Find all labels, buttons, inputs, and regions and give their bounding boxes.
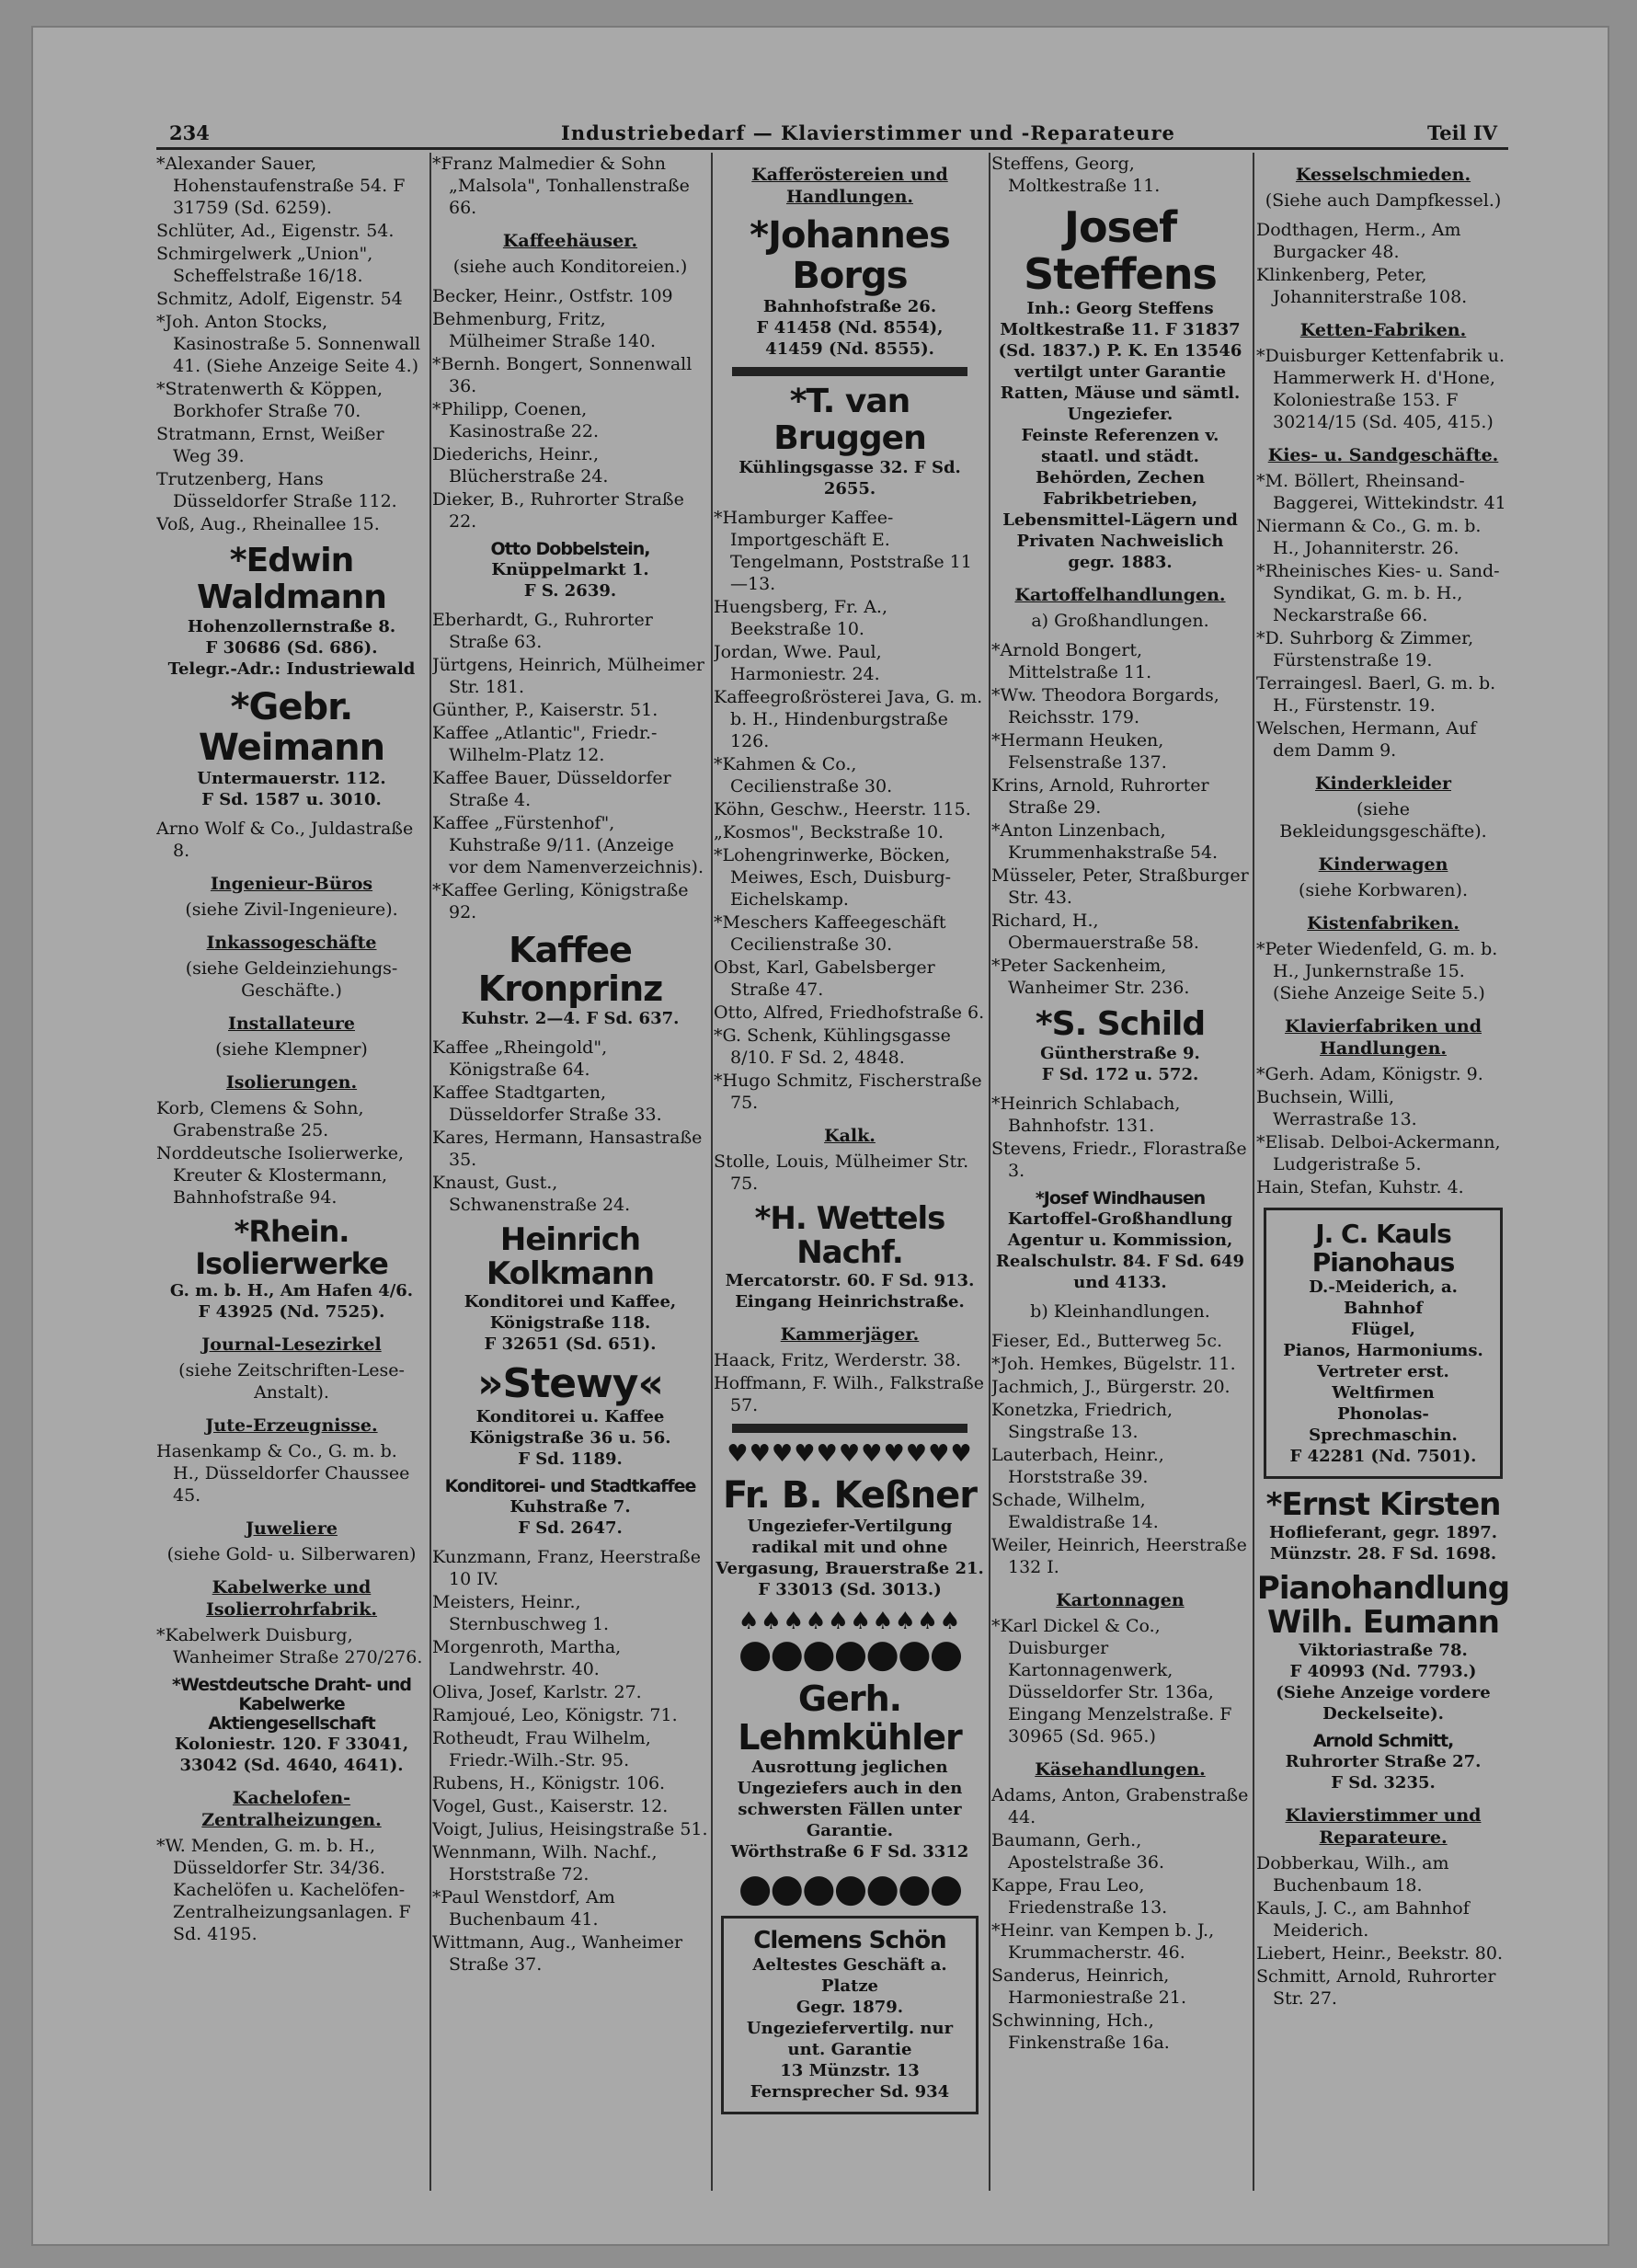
directory-entry: Stevens, Friedr., Florastraße 3. [991, 1139, 1247, 1181]
directory-entry: Sanderus, Heinrich, Harmoniestraße 21. [991, 1965, 1186, 2008]
advertisement-line: F 42281 (Nd. 7501). [1289, 1447, 1477, 1466]
directory-entry: Rubens, H., Königstr. 106. [432, 1773, 666, 1793]
directory-entry: Müsseler, Peter, Straßburger Str. 43. [991, 865, 1249, 908]
advertiser-name: *T. van Bruggen [773, 383, 926, 457]
advertisement-line: Pianos, Harmoniums. [1283, 1341, 1483, 1360]
directory-entry: Schade, Wilhelm, Ewaldistraße 14. [991, 1490, 1159, 1532]
directory-entry: Köhn, Geschw., Heerstr. 115. [714, 799, 971, 819]
directory-entry: Lauterbach, Heinr., Horststraße 39. [991, 1445, 1164, 1487]
advertisement [1256, 1572, 1510, 1724]
section-heading: Installateure [227, 1014, 355, 1034]
cross-reference: b) Kleinhandlungen. [1030, 1301, 1210, 1322]
ornament-border: ♠♠♠♠♠♠♠♠♠♠ [738, 1608, 962, 1635]
directory-entry: Diederichs, Heinr., Blücherstraße 24. [432, 444, 609, 487]
directory-entry: Arno Wolf & Co., Juldastraße 8. [156, 819, 414, 861]
boxed-advertisement [1264, 1208, 1503, 1479]
directory-entry: Richard, H., Obermauerstraße 58. [991, 911, 1199, 953]
directory-entry: Klinkenberg, Peter, Johanniterstraße 108. [1256, 265, 1468, 307]
advertiser-name: *Johannes Borgs [750, 214, 950, 297]
advertisement [991, 1006, 1249, 1085]
directory-entry: Niermann & Co., G. m. b. H., Johanniterstr. 26. [1256, 516, 1482, 558]
directory-entry: Wittmann, Aug., Wanheimer Straße 37. [432, 1932, 683, 1975]
advertisement-line: F 41458 (Nd. 8554), [756, 318, 944, 338]
cross-reference: (siehe Zivil-Ingenieure). [185, 899, 398, 920]
directory-entry: *Hermann Heuken, Felsenstraße 137. [991, 730, 1167, 773]
cross-reference: (siehe Zeitschriften-Lese-Anstalt). [178, 1360, 405, 1403]
advertisement-line: 13 Münzstr. 13 [780, 2061, 920, 2080]
advertisement-line: Mercatorstr. 60. F Sd. 913. [725, 1271, 975, 1290]
advertiser-name: Kaffee Kronprinz [477, 930, 663, 1009]
directory-entry: Haack, Fritz, Werderstr. 38. [714, 1350, 961, 1370]
advertisement-line: F Sd. 1189. [518, 1449, 623, 1469]
directory-entry: *Alexander Sauer, Hohenstaufenstraße 54. F 31759 (Sd. 6259). [156, 154, 406, 218]
directory-entry: *Ww. Theodora Borgards, Reichsstr. 179. [991, 685, 1219, 727]
directory-entry: Kunzmann, Franz, Heerstraße 10 IV. [432, 1547, 701, 1589]
advertiser-name: Arnold Schmitt, [1312, 1731, 1454, 1751]
advertisement [991, 204, 1249, 573]
section-heading: Inkassogeschäfte [206, 933, 377, 953]
advertisement-line: 41459 (Nd. 8555). [765, 339, 934, 359]
section-heading: Kies- u. Sandgeschäfte. [1267, 445, 1499, 465]
boxed-advertisement [721, 1916, 979, 2114]
directory-entry: Kares, Hermann, Hansastraße 35. [432, 1128, 703, 1170]
advertisement-line: F Sd. 172 u. 572. [1041, 1065, 1199, 1084]
ornament-border: ●●●●●●● [738, 1631, 962, 1676]
advertisement-line: Königstraße 118. [489, 1313, 651, 1333]
directory-entry: Terraingesl. Baerl, G. m. b. H., Fürstenstr. 19. [1256, 673, 1496, 716]
directory-entry: Voigt, Julius, Heisingstraße 51. [432, 1819, 708, 1839]
advertiser-name: Konditorei- und Stadtkaffee [444, 1476, 696, 1496]
advertisement [1256, 1488, 1510, 1564]
advertisement-line: Realschulstr. 84. F Sd. 649 und 4133. [995, 1252, 1245, 1292]
column-divider [711, 153, 713, 2191]
directory-entry: *Duisburger Kettenfabrik u. Hammerwerk H. d'Hone, Koloniestraße 153. F 30214/15 (Sd. 405, 415.) [1256, 346, 1505, 432]
directory-entry: *M. Böllert, Rheinsand-Baggerei, Wittekindstr. 41 [1256, 471, 1506, 513]
advertisement [156, 687, 427, 810]
directory-entry: Obst, Karl, Gabelsberger Straße 47. [714, 957, 935, 1000]
advertisement [1256, 1732, 1510, 1793]
section-heading: Kachelofen-Zentralheizungen. [201, 1788, 382, 1830]
directory-entry: *Heinr. van Kempen b. J., Krummacherstr. 46. [991, 1920, 1215, 1963]
advertisement [156, 1216, 427, 1323]
advertisement-line: radikal mit und ohne Vergasung, Brauerstraße 21. [715, 1538, 984, 1578]
advertiser-name: *S. Schild [1035, 1005, 1206, 1043]
directory-entry: *Joh. Anton Stocks, Kasinostraße 5. Sonnenwall 41. (Siehe Anzeige Seite 4.) [156, 312, 421, 376]
directory-entry: Kappe, Frau Leo, Friedenstraße 13. [991, 1875, 1168, 1918]
advertisement-line: Ungeziefer-Vertilgung [747, 1517, 953, 1536]
directory-entry: Huengsberg, Fr. A., Beekstraße 10. [714, 597, 887, 639]
page-header [156, 118, 1508, 150]
directory-entry: Stolle, Louis, Mülheimer Str. 75. [714, 1151, 969, 1194]
directory-entry: *G. Schenk, Kühlingsgasse 8/10. F Sd. 2, 4848. [714, 1025, 951, 1068]
directory-entry: *Kaffee Gerling, Königstraße 92. [432, 880, 689, 922]
directory-entry: Kaffeegroßrösterei Java, G. m. b. H., Hindenburgstraße 126. [714, 687, 983, 751]
column-1 [156, 153, 427, 2191]
directory-entry: *Stratenwerth & Köppen, Borkhofer Straße 70. [156, 379, 383, 421]
advertisement-line: F 43925 (Nd. 7525). [198, 1302, 385, 1322]
directory-entry: Voß, Aug., Rheinallee 15. [156, 514, 380, 534]
advertiser-name: Heinrich Kolkmann [486, 1221, 655, 1292]
ornament-border: ♥♥♥♥♥♥♥♥♥♥♥ [727, 1440, 973, 1468]
section-heading: Kistenfabriken. [1307, 913, 1460, 934]
directory-entry: Kaffee „Atlantic", Friedr.-Wilhelm-Platz 12. [432, 723, 658, 765]
directory-entry: Becker, Heinr., Ostfstr. 109 [432, 286, 673, 306]
advertisement-line: Viktoriastraße 78. [1299, 1641, 1468, 1660]
directory-entry: Baumann, Gerh., Apostelstraße 36. [991, 1830, 1165, 1873]
section-heading: Kartonnagen [1056, 1590, 1185, 1610]
section-heading: Kartoffelhandlungen. [1014, 585, 1226, 605]
directory-entry: Vogel, Gust., Kaiserstr. 12. [432, 1796, 669, 1816]
advertisement-line: F 40993 (Nd. 7793.) [1289, 1662, 1477, 1681]
directory-entry: Stratmann, Ernst, Weißer Weg 39. [156, 424, 384, 466]
section-heading: Kaffeehäuser. [502, 231, 638, 251]
directory-entry: Liebert, Heinr., Beekstr. 80. [1256, 1943, 1504, 1964]
advertisement-line: Knüppelmarkt 1. [491, 560, 649, 579]
cross-reference: (siehe Gold- u. Silberwaren) [166, 1544, 417, 1564]
section-heading: Journal-Lesezirkel [201, 1334, 382, 1355]
advertisement-line: F Sd. 3235. [1331, 1773, 1436, 1793]
section-heading: Kalk. [824, 1126, 876, 1146]
advertiser-name: J. C. Kauls Pianohaus [1311, 1219, 1455, 1277]
advertisement-line: F 32651 (Sd. 651). [484, 1334, 657, 1354]
directory-entry: Krins, Arnold, Ruhrorter Straße 29. [991, 775, 1209, 818]
advertisement-line: F Sd. 2647. [518, 1518, 623, 1538]
advertiser-name: Fr. B. Keßner [722, 1474, 978, 1517]
directory-entry: *W. Menden, G. m. b. H., Düsseldorfer Str. 34/36. Kachelöfen u. Kachelöfen-Zentralheizungsanlagen. F Sd. 4195. [156, 1836, 411, 1944]
directory-entry: Rotheudt, Frau Wilhelm, Friedr.-Wilh.-Str. 95. [432, 1728, 651, 1770]
directory-entry: *Peter Wiedenfeld, G. m. b. H., Junkernstraße 15. (Siehe Anzeige Seite 5.) [1256, 939, 1498, 1003]
decorative-rule [732, 367, 967, 376]
directory-entry: *Arnold Bongert, Mittelstraße 11. [991, 640, 1152, 682]
directory-entry: *Rheinisches Kies- u. Sand-Syndikat, G. m. b. H., Neckarstraße 66. [1256, 561, 1500, 625]
advertisement-line: Untermauerstr. 112. [197, 769, 386, 788]
directory-entry: Konetzka, Friedrich, Singstraße 13. [991, 1400, 1173, 1442]
cross-reference: (siehe auch Konditoreien.) [452, 257, 688, 277]
section-heading: Kabelwerke und Isolierrohrfabrik. [205, 1577, 378, 1620]
advertisement-line: Fernsprecher Sd. 934 [750, 2082, 950, 2102]
advertisement [432, 540, 708, 601]
advertisement [714, 1202, 986, 1312]
directory-entry: *Elisab. Delboi-Ackermann, Ludgeristraße 5. [1256, 1132, 1501, 1174]
directory-entry: Adams, Anton, Grabenstraße 44. [991, 1785, 1249, 1827]
advertiser-name: »Stewy« [477, 1360, 663, 1407]
cross-reference: (siehe Korbwaren). [1299, 880, 1468, 900]
section-heading: Kammerjäger. [780, 1324, 920, 1345]
advertiser-name: Gerh. Lehmkühler [738, 1678, 962, 1758]
decorative-rule [732, 1424, 967, 1433]
advertisement [156, 543, 427, 680]
directory-entry: Jordan, Wwe. Paul, Harmoniestr. 24. [714, 642, 882, 684]
advertisement [432, 931, 708, 1029]
directory-entry: Günther, P., Kaiserstr. 51. [432, 700, 658, 720]
directory-entry: Schmirgelwerk „Union", Scheffelstraße 16/18. [156, 244, 373, 286]
directory-entry: Meisters, Heinr., Sternbuschweg 1. [432, 1592, 610, 1634]
part-label: Teil IV [1427, 121, 1497, 144]
cross-reference: (siehe Klempner) [215, 1039, 368, 1060]
directory-entry: *Heinrich Schlabach, Bahnhofstr. 131. [991, 1094, 1181, 1136]
advertiser-name: *Rhein. Isolierwerke [195, 1214, 388, 1281]
directory-entry: *Joh. Hemkes, Bügelstr. 11. [991, 1354, 1236, 1374]
section-heading: Kafferöstereien und Handlungen. [751, 165, 948, 207]
directory-entry: Kauls, J. C., am Bahnhof Meiderich. [1256, 1898, 1470, 1941]
directory-entry: Morgenroth, Martha, Landwehrstr. 40. [432, 1637, 622, 1679]
directory-entry: Eberhardt, G., Ruhrorter Straße 63. [432, 610, 653, 652]
advertisement-line: Moltkestraße 11. F 31837 (Sd. 1837.) P. K. En 13546 vertilgt unter Garantie Ratten, Mäuse und sämtl. Ungeziefer. [998, 320, 1242, 424]
advertisement-line: Hohenzollernstraße 8. [187, 617, 396, 636]
advertisement-line: Inh.: Georg Steffens [1026, 299, 1214, 318]
cross-reference: a) Großhandlungen. [1031, 611, 1209, 631]
advertisement-line: Königstraße 36 u. 56. [469, 1428, 671, 1448]
directory-entry: *Meschers Kaffeegeschäft Cecilienstraße 30. [714, 912, 946, 955]
directory-entry: Dodthagen, Herm., Am Burgacker 48. [1256, 220, 1461, 262]
advertisement-line: Bahnhofstraße 26. [762, 297, 937, 316]
directory-entry: Hain, Stefan, Kuhstr. 4. [1256, 1177, 1464, 1197]
directory-entry: *Karl Dickel & Co., Duisburger Kartonnagenwerk, Düsseldorfer Str. 136a, Eingang Menzelstraße. F 30965 (Sd. 965.) [991, 1616, 1232, 1747]
directory-entry: Schwinning, Hch., Finkenstraße 16a. [991, 2010, 1170, 2053]
directory-entry: *Kabelwerk Duisburg, Wanheimer Straße 270/276. [156, 1625, 423, 1667]
column-3 [714, 153, 986, 2191]
advertiser-name: Otto Dobbelstein, [490, 539, 650, 559]
directory-entry: Oliva, Josef, Karlstr. 27. [432, 1682, 642, 1702]
advertiser-name: *Josef Windhausen [1035, 1188, 1206, 1208]
directory-entry: Dobberkau, Wilh., am Buchenbaum 18. [1256, 1853, 1449, 1896]
advertiser-name: *Westdeutsche Draht- und Kabelwerke Aktiengesellschaft [172, 1675, 411, 1734]
directory-entry: *Hamburger Kaffee-Importgeschäft E. Tengelmann, Poststraße 11—13. [714, 508, 972, 594]
advertisement-line: (Siehe Anzeige vordere Deckelseite). [1276, 1683, 1491, 1724]
directory-entry: Weiler, Heinrich, Heerstraße 132 I. [991, 1535, 1247, 1577]
column-divider [429, 153, 431, 2191]
running-title: Industriebedarf — Klavierstimmer und -Reparateure [561, 121, 1175, 144]
section-heading: Jute-Erzeugnisse. [205, 1415, 378, 1436]
directory-entry: *Kahmen & Co., Cecilienstraße 30. [714, 754, 893, 796]
advertisement-line: Wörthstraße 6 F Sd. 3312 [730, 1842, 969, 1861]
advertiser-name: Josef Steffens [1024, 202, 1217, 299]
column-2 [432, 153, 708, 2191]
directory-entry: Kaffee Bauer, Düsseldorfer Straße 4. [432, 768, 671, 810]
section-heading: Käsehandlungen. [1035, 1759, 1206, 1780]
advertisement [156, 1676, 427, 1776]
advertisement [714, 215, 986, 360]
advertisement-line: Eingang Heinrichstraße. [735, 1292, 965, 1312]
section-heading: Kinderwagen [1318, 854, 1448, 875]
advertisement [432, 1362, 708, 1470]
advertisement-line: Flügel, [1351, 1320, 1415, 1339]
ornament-border: ●●●●●●● [738, 1865, 962, 1910]
directory-entry: Schmitz, Adolf, Eigenstr. 54 [156, 289, 403, 309]
directory-entry: Kaffee „Rheingold", Königstraße 64. [432, 1037, 608, 1080]
advertiser-name: Clemens Schön [753, 1927, 946, 1954]
directory-entry: Welschen, Hermann, Auf dem Damm 9. [1256, 718, 1477, 761]
directory-entry: Dieker, B., Ruhrorter Straße 22. [432, 489, 684, 532]
advertisement-line: Konditorei u. Kaffee [475, 1407, 665, 1426]
directory-entry: *Gerh. Adam, Königstr. 9. [1256, 1064, 1483, 1084]
directory-entry: Buchsein, Willi, Werrastraße 13. [1256, 1087, 1417, 1129]
section-heading: Klavierfabriken und Handlungen. [1285, 1016, 1482, 1059]
advertiser-name: *Ernst Kirsten [1265, 1486, 1501, 1523]
advertisement [991, 1189, 1249, 1293]
advertisement-line: Hoflieferant, gegr. 1897. [1268, 1523, 1498, 1542]
advertisement-line: F 33013 (Sd. 3013.) [758, 1580, 942, 1599]
advertisement-line: Konditorei und Kaffee, [464, 1292, 677, 1312]
advertisement-line: Gegr. 1879. Ungeziefervertilg. nur unt. Garantie [746, 1998, 954, 2059]
directory-entry: *Peter Sackenheim, Wanheimer Str. 236. [991, 956, 1190, 998]
advertisement-line: F Sd. 1587 u. 3010. [201, 790, 382, 809]
advertisement-line: Kuhstraße 7. [509, 1497, 631, 1517]
directory-entry: *Philipp, Coenen, Kasinostraße 22. [432, 399, 600, 441]
directory-entry: Kaffee „Fürstenhof", Kuhstraße 9/11. (Anzeige vor dem Namenverzeichnis). [432, 813, 704, 877]
section-heading: Kesselschmieden. [1295, 165, 1471, 185]
page-number: 234 [169, 121, 210, 144]
directory-entry: Jachmich, J., Bürgerstr. 20. [991, 1377, 1231, 1397]
section-heading: Kinderkleider [1314, 773, 1451, 794]
directory-entry: Otto, Alfred, Friedhofstraße 6. [714, 1002, 985, 1023]
directory-entry: Wennmann, Wilh. Nachf., Horststraße 72. [432, 1842, 658, 1884]
advertisement-line: Kartoffel-Großhandlung [1007, 1209, 1233, 1229]
directory-entry: Trutzenberg, Hans Düsseldorfer Straße 112. [156, 469, 397, 511]
advertisement-line: Ruhrorter Straße 27. [1285, 1752, 1482, 1771]
advertiser-name: Pianohandlung Wilh. Eumann [1256, 1570, 1510, 1641]
directory-entry: Schlüter, Ad., Eigenstr. 54. [156, 221, 395, 241]
directory-entry: *Bernh. Bongert, Sonnenwall 36. [432, 354, 693, 396]
advertiser-name: *Edwin Waldmann [197, 542, 386, 616]
section-heading: Isolierungen. [225, 1072, 358, 1093]
advertiser-name: *H. Wettels Nachf. [754, 1200, 945, 1271]
advertisement-line: Münzstr. 28. F Sd. 1698. [1269, 1544, 1497, 1564]
advertisement-line: D.-Meiderich, a. Bahnhof [1309, 1277, 1458, 1318]
advertisement-line: Koloniestr. 120. F 33041, 33042 (Sd. 4640, 4641). [174, 1735, 409, 1775]
section-heading: Juweliere [246, 1518, 338, 1539]
column-5 [1256, 153, 1510, 2191]
section-heading: Ingenieur-Büros [210, 874, 373, 894]
advertiser-name: *Gebr. Weimann [198, 686, 385, 769]
directory-entry: Hoffmann, F. Wilh., Falkstraße 57. [714, 1373, 984, 1415]
advertisement-line: Aeltestes Geschäft a. Platze [752, 1955, 947, 1996]
advertisement-line: Phonolas-Sprechmaschin. [1309, 1404, 1458, 1445]
advertisement-line: Feinste Referenzen v. staatl. und städt. Behörden, Zechen Fabrikbetrieben, Lebensmittel-Lägern und Privaten Nachweislich gegr. 1883. [1002, 426, 1238, 572]
column-divider [1253, 153, 1254, 2191]
directory-entry: Steffens, Georg, Moltkestraße 11. [991, 154, 1161, 196]
advertisement-line: F 30686 (Sd. 686). [205, 638, 378, 658]
directory-entry: Korb, Clemens & Sohn, Grabenstraße 25. [156, 1098, 364, 1140]
directory-entry: Ramjoué, Leo, Königstr. 71. [432, 1705, 678, 1725]
directory-entry: Fieser, Ed., Butterweg 5c. [991, 1331, 1222, 1351]
advertisement-line: Kuhstr. 2—4. F Sd. 637. [461, 1009, 680, 1028]
advertisement-line: G. m. b. H., Am Hafen 4/6. [169, 1281, 414, 1300]
advertisement [714, 384, 986, 499]
section-heading: Ketten-Fabriken. [1299, 320, 1467, 340]
section-heading: Klavierstimmer und Reparateure. [1285, 1805, 1482, 1848]
directory-entry: Kaffee Stadtgarten, Düsseldorfer Straße 33. [432, 1082, 662, 1125]
advertisement-line: Telegr.-Adr.: Industriewald [167, 659, 416, 679]
advertisement [714, 1679, 986, 1862]
directory-entry: *Anton Linzenbach, Krummenhakstraße 54. [991, 820, 1219, 863]
column-divider [989, 153, 990, 2191]
directory-entry: Hasenkamp & Co., G. m. b. H., Düsseldorfer Chaussee 45. [156, 1441, 410, 1506]
advertisement-line: Vertreter erst. Weltfirmen [1317, 1362, 1449, 1403]
directory-entry: *Paul Wenstdorf, Am Buchenbaum 41. [432, 1887, 615, 1930]
directory-entry: Behmenburg, Fritz, Mülheimer Straße 140. [432, 309, 657, 351]
directory-entry: *Hugo Schmitz, Fischerstraße 75. [714, 1071, 982, 1113]
advertisement-line: Agentur u. Kommission, [1007, 1231, 1233, 1250]
directory-entry: Norddeutsche Isolierwerke, Kreuter & Klostermann, Bahnhofstraße 94. [156, 1143, 405, 1208]
advertisement [432, 1477, 708, 1539]
directory-entry: Knaust, Gust., Schwanenstraße 24. [432, 1173, 631, 1215]
advertisement [714, 1475, 986, 1600]
directory-entry: „Kosmos", Beckstraße 10. [714, 822, 944, 842]
cross-reference: (Siehe auch Dampfkessel.) [1265, 190, 1502, 211]
cross-reference: (siehe Geldeinziehungs-Geschäfte.) [185, 958, 398, 1001]
advertisement-line: Ausrottung jeglichen Ungeziefers auch in den schwersten Fällen unter Garantie. [737, 1758, 963, 1840]
advertisement-line: Güntherstraße 9. [1040, 1044, 1200, 1063]
directory-entry: Schmitt, Arnold, Ruhrorter Str. 27. [1256, 1966, 1496, 2009]
directory-entry: *Lohengrinwerke, Böcken, Meiwes, Esch, Duisburg-Eichelskamp. [714, 845, 952, 910]
directory-entry: *Franz Malmedier & Sohn „Malsola", Tonhallenstraße 66. [432, 154, 690, 218]
directory-entry: *D. Suhrborg & Zimmer, Fürstenstraße 19. [1256, 628, 1474, 670]
advertisement-line: Kühlingsgasse 32. F Sd. 2655. [738, 458, 961, 498]
directory-entry: Jürtgens, Heinrich, Mülheimer Str. 181. [432, 655, 704, 697]
cross-reference: (siehe Bekleidungsgeschäfte). [1279, 799, 1487, 842]
advertisement [432, 1223, 708, 1355]
column-4 [991, 153, 1249, 2191]
advertisement-line: F S. 2639. [523, 581, 617, 601]
